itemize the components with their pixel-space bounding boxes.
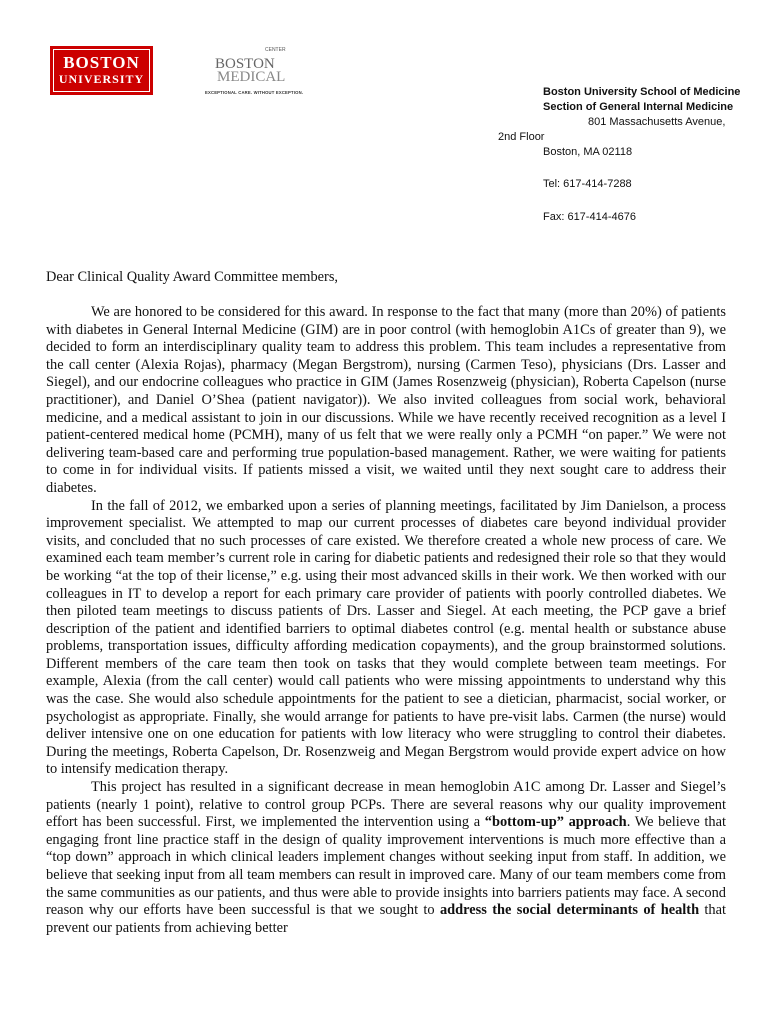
letterhead-tel: Tel: 617-414-7288 — [543, 178, 632, 190]
bmc-logo-line2: MEDICAL — [217, 69, 286, 85]
boston-university-logo — [50, 46, 153, 95]
letterhead-section: Section of General Internal Medicine — [543, 101, 734, 113]
paragraph-1: We are honored to be considered for this award. In response to the fact that many (more than 20%) of patients with diabetes in General Internal Medicine (GIM) are in poor control (with hemoglobin A1Cs of greater than 9), we decided to form an interdisciplinary quality team to address this problem. This team includes a representative from the call center (Alexia Rojas), pharmacy (Megan Bergstrom), nursing (Carmen Teso), physicians (Drs. Lasser and Siegel), and our endocrine colleagues who practice in GIM (James Rosenzweig (physician), Roberta Capelson (nurse practitioner), and Daniel O’Shea (patient navigator)). We also invited colleagues from social work, behavioral medicine, and a medical assistant to join in our discussions. While we have recently received recognition as a level I patient-centered medical home (PCMH), many of us felt that we were really only a PCMH “on paper.” We were not delivering team-based care and performing true population-based management. Rather, we were waiting for patients to come in for individual visits. If patients missed a visit, we waited until they next sought care to address their diabetes. — [46, 304, 726, 496]
paragraph-3 — [46, 779, 726, 937]
letter-body — [46, 304, 726, 937]
paragraph-3-part-a: This project has resulted in a significant decrease in mean hemoglobin A1C among Dr. Lasser and Siegel’s patients (nearly 1 point), relative to control group PCPs. There are several reasons why our quality improvement effort has been successful. First, we implemented the intervention using a — [46, 779, 726, 831]
boston-medical-center-logo — [205, 44, 305, 98]
letterhead-school: Boston University School of Medicine — [543, 86, 741, 98]
paragraph-3-part-c: that prevent our patients from achieving better — [46, 902, 727, 936]
paragraph-3-part-b: . We believe that engaging front line practice staff in the design of quality improvement interventions is much more effective than a “top down” approach in which clinical leaders implement changes without seeking input from staff. In addition, we believe that seeking input from all team members can result in improved care. Many of our team members come from the same communities as our patients, and thus were able to provide insights into barriers patients may face. A second reason why our efforts have been successful is that we sought to — [46, 814, 726, 919]
letterhead-floor: 2nd Floor — [498, 131, 545, 143]
letterhead-fax: Fax: 617-414-4676 — [543, 211, 636, 223]
bu-logo-line2: UNIVERSITY — [58, 72, 145, 86]
bold-bottom-up-approach: “bottom-up” approach — [484, 814, 627, 831]
letterhead-city: Boston, MA 02118 — [543, 146, 633, 158]
letterhead-street: 801 Massachusetts Avenue, — [588, 116, 726, 128]
bmc-logo-tagline: EXCEPTIONAL CARE. WITHOUT EXCEPTION. — [205, 90, 303, 95]
bmc-logo-arc: CENTER — [265, 47, 286, 53]
paragraph-2: In the fall of 2012, we embarked upon a series of planning meetings, facilitated by Jim Danielson, a process improvement specialist. We attempted to map our current processes of diabetes care beyond individual provider visits, and concluded that no such processes of care existed. We therefore created a whole new process of care. We examined each team member’s current role in caring for diabetic patients and redesigned their role so that they would be working “at the top of their license,” e.g. using their most advanced skills in their work. We then worked with our colleagues in IT to develop a report for each primary care provider of patients with poorly controlled diabetes. We then piloted team meetings to discuss patients of Drs. Lasser and Siegel. At each meeting, the PCP gave a brief description of the patient and identified barriers to optimal diabetes control (e.g. mental health or substance abuse problems, transportation issues, difficulty affording medication copayments), and the group brainstormed solutions. Different members of the care team then took on tasks that they would complete between team meetings. For example, Alexia (from the call center) would call patients who were missing appointments to understand why this was the case. She would also schedule appointments for the patient to see a dietician, pharmacist, social worker, or psychologist as appropriate. Finally, she would arrange for patients to have pre-visit labs. Carmen (the nurse) would deliver intensive one on one education for patients with low literacy who were struggling to control their diabetes. During the meetings, Roberta Capelson, Dr. Rosenzweig and Megan Bergstrom would provide expert advice on how to intensify medication therapy. — [46, 497, 726, 778]
bold-social-determinants: address the social determinants of health — [439, 902, 700, 919]
bmc-logo-line1: BOSTON — [215, 56, 275, 72]
letter-salutation: Dear Clinical Quality Award Committee members, — [46, 269, 339, 285]
bu-logo-line1: BOSTON — [63, 53, 140, 72]
